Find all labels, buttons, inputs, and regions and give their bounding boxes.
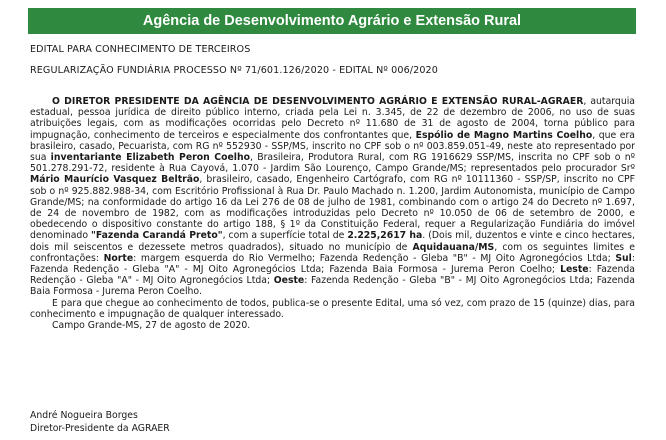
boundary-south-label: Sul xyxy=(615,252,632,264)
text-segment: . (Dois mil, duzentos e vinte e cinco hectares, dois mil seiscentos e dezessete metros quadrados), situado no município de xyxy=(30,230,635,253)
party-executor: inventariante Elizabeth Peron Coelho xyxy=(50,152,250,164)
signatory-role: Diretor-Presidente da AGRAER xyxy=(30,423,170,434)
party-attorney: Mário Maurício Vasquez Beltrão xyxy=(30,174,200,186)
party-estate: Espólio de Magno Martins Coelho xyxy=(415,129,593,141)
edital-header-line2: REGULARIZAÇÃO FUNDIÁRIA PROCESSO Nº 71/601.126/2020 - EDITAL Nº 006/2020 xyxy=(30,65,438,76)
agency-banner: Agência de Desenvolvimento Agrário e Extensão Rural xyxy=(28,8,636,34)
property-area: 2.225,2617 ha xyxy=(347,230,423,242)
property-municipality: Aquidauana/MS xyxy=(412,241,495,253)
text-segment: , Brasileira, Produtora Rural, com RG 1916629 SSP/MS, inscrita no CPF sob o nº 501.278.291-72, residente à Rua Cayová, 1.070 - Jardim São Lourenço, Campo Grande/MS; representados pelo procurador Srº xyxy=(30,152,636,175)
text-segment: : Fazenda Redenção - Gleba "A" - MJ Oito Agronegócios Ltda; xyxy=(30,264,635,287)
text-segment: , brasileiro, casado, Engenheiro Cartógrafo, com RG nº 10111360 - SSP/SP, inscrito no CPF sob o nº 925.882.988-34, com Escritório Profissional à Rua Dr. Paulo Machado n. 1.200, Jardim Autonomista, município de Campo Grande/MS; na conformidade do artigo 16 da Lei 276 de 08 de julho de 1981, combinando com o artigo 24 do Decreto nº 1.697, de 24 de novembro de 1982, com as modificações introduzidas pelo Decreto nº 10.050 de 06 de setembro de 2000, e obedecendo o dispositivo constante do artigo 188, § 1º da Constituição Federal, requer a Regularização Fundiária do imóvel denominado xyxy=(30,174,635,242)
boundary-west-label: Oeste xyxy=(273,275,305,287)
text-segment: : margem esquerda do Rio Vermelho; Fazenda Redenção - Gleba "B" - MJ Oito Agronegócios Ltda; xyxy=(133,252,616,264)
text-segment: , com a superfície total de xyxy=(222,230,348,242)
boundary-east-label: Leste xyxy=(560,264,589,276)
edital-header-line1: EDITAL PARA CONHECIMENTO DE TERCEIROS xyxy=(30,44,251,55)
main-paragraph xyxy=(30,96,635,298)
text-segment: : Fazenda Redenção - Gleba "A" - MJ Oito Agronegócios Ltda; Fazenda Baia Formosa - Jurema Peron Coelho; xyxy=(30,252,635,276)
property-name: "Fazenda Carandá Preto" xyxy=(91,230,223,242)
text-segment: , autarquia estadual, pessoa jurídica de direito público interno, criada pela Lei n. 3.345, de 22 de dezembro de 2006, no uso de suas atribuições legais, com as modificações ocorridas pelo Decreto nº 11.680 de 31 de agosto de 2004, torna público para impugnação, conhecimento de terceiros e especialmente dos confrontantes que, xyxy=(30,96,635,141)
text-segment: , que era brasileiro, casado, Pecuarista, com RG nº 552930 - SSP/MS, inscrito no CPF sob o nº 003.859.051-49, neste ato representado por sua xyxy=(30,129,636,164)
text-segment: , com os seguintes limites e confrontações: xyxy=(30,241,635,264)
boundary-north-label: Norte xyxy=(103,252,134,264)
signatory-name: André Nogueira Borges xyxy=(30,410,138,421)
text-segment: : Fazenda Redenção - Gleba "B" - MJ Oito Agronegócios Ltda; Fazenda Baia Formosa - Jurema Peron Coelho. xyxy=(30,275,635,298)
edital-body xyxy=(30,96,635,331)
date-line: Campo Grande-MS, 27 de agosto de 2020. xyxy=(52,320,251,332)
publication-paragraph: E para que chegue ao conhecimento de todos, publica-se o presente Edital, uma só vez, com prazo de 15 (quinze) dias, para conhecimento e impugnação de qualquer interessado. xyxy=(30,297,635,320)
issuer-name: O DIRETOR PRESIDENTE DA AGÊNCIA DE DESENVOLVIMENTO AGRÁRIO E EXTENSÃO RURAL-AGRAER xyxy=(52,96,584,107)
